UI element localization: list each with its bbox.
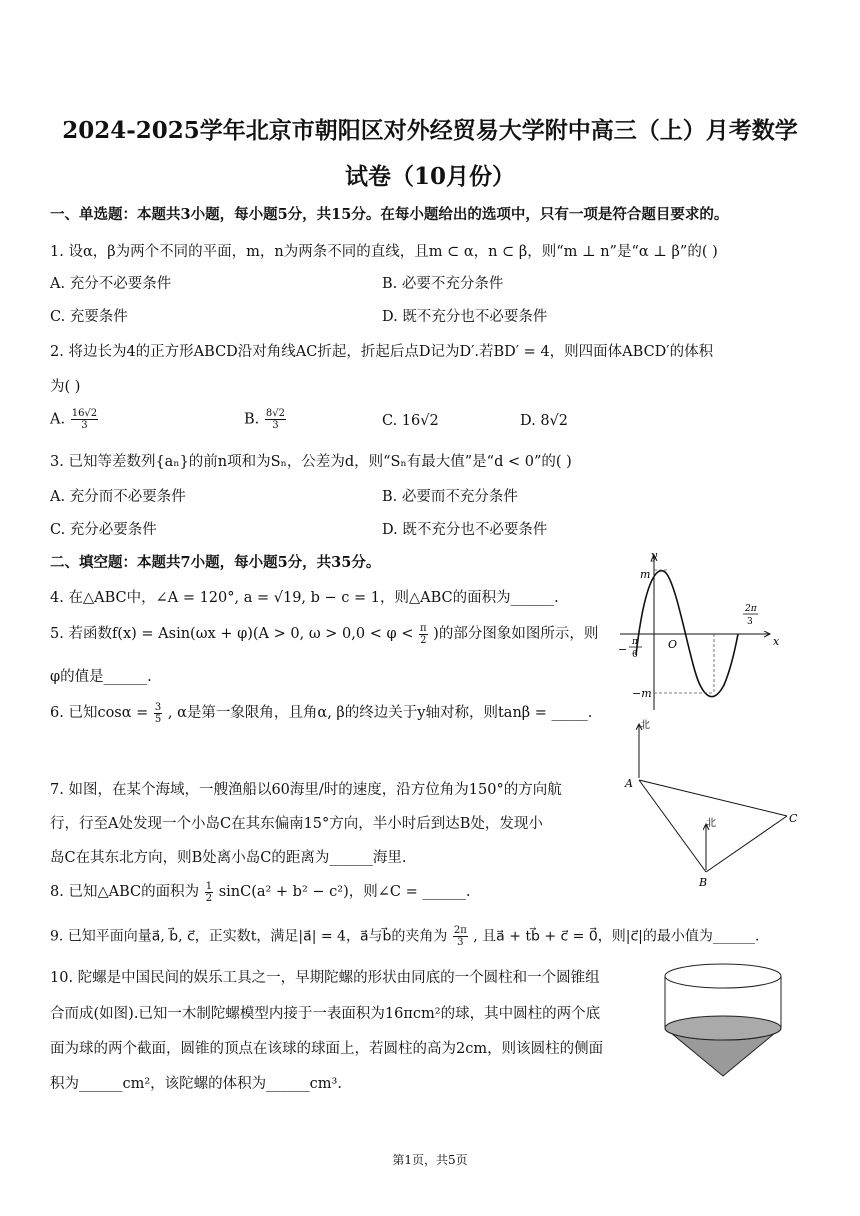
exam-title-line2: 试卷（10月份） xyxy=(344,163,515,190)
x-axis-label: x xyxy=(773,635,780,648)
north-label-a: 北 xyxy=(640,720,650,731)
q6-stem-post: , α是第一象限角，且角α, β的终边关于y轴对称，则tanβ = _____. xyxy=(167,705,593,721)
q5-stem-line2: φ的值是______. xyxy=(50,669,152,685)
q3-option-a: A. 充分而不必要条件 xyxy=(50,489,186,505)
q3-option-b: B. 必要而不充分条件 xyxy=(382,489,518,505)
q9-fraction xyxy=(453,925,468,948)
q5-sine-graph xyxy=(610,545,785,715)
q10-spinning-top-figure xyxy=(660,958,790,1083)
page-footer: 第1页，共5页 xyxy=(392,1153,468,1167)
q8-fraction xyxy=(205,881,213,904)
segment-bc xyxy=(706,816,787,872)
xneg-denominator: 6 xyxy=(632,650,638,660)
q8-fraction-denominator: 2 xyxy=(205,892,213,904)
q5-stem-pre: 5. 若函数f(x) = Asin(ωx + φ)(A > 0, ω > 0,0 < φ < xyxy=(50,626,414,642)
q10-stem-line2: 合而成(如图).已知一木制陀螺模型内接于一表面积为16πcm²的球，其中圆柱的两个底 xyxy=(50,1006,601,1022)
q2-option-a-denominator: 3 xyxy=(81,420,88,431)
q6-fraction xyxy=(154,702,162,725)
q7-stem-line3: 岛C在其东北方向，则B处离小岛C的距离为______海里. xyxy=(50,850,407,866)
q5-fraction-denominator: 2 xyxy=(420,634,427,646)
q8-stem-pre: 8. 已知△ABC的面积为 xyxy=(50,884,200,900)
cylinder-top-base xyxy=(665,964,781,988)
q3-option-d: D. 既不充分也不必要条件 xyxy=(382,522,548,538)
q1-option-b: B. 必要不充分条件 xyxy=(382,276,504,292)
q8-fraction-numerator: 1 xyxy=(205,880,213,892)
point-c-label: C xyxy=(789,812,798,825)
q2-option-b-denominator: 3 xyxy=(272,420,279,431)
q6-stem-pre: 6. 已知cosα = xyxy=(50,705,149,721)
xpos-denominator: 3 xyxy=(747,617,753,627)
q3-option-c: C. 充分必要条件 xyxy=(50,522,157,538)
q2-option-b-numerator: 8√2 xyxy=(265,408,285,419)
y-axis-label: y xyxy=(651,549,658,562)
q2-option-a-fraction xyxy=(71,408,98,431)
q2-option-d: D. 8√2 xyxy=(520,413,569,429)
q5-stem-post: )的部分图象如图所示，则 xyxy=(433,626,599,642)
q10-stem-line3: 面为球的两个截面，圆锥的顶点在该球的球面上，若圆柱的高为2cm，则该圆柱的侧面 xyxy=(50,1041,604,1057)
q1-option-c: C. 充要条件 xyxy=(50,309,128,325)
q9-fraction-denominator: 3 xyxy=(457,937,464,948)
q1-option-a: A. 充分不必要条件 xyxy=(50,276,172,292)
q4-stem: 4. 在△ABC中，∠A = 120°, a = √19, b − c = 1，则△ABC的面积为______. xyxy=(50,590,559,606)
m-label: m xyxy=(640,568,651,581)
q7-stem-line1: 7. 如图，在某个海域，一艘渔船以60海里/时的速度，沿方位角为150°的方向航 xyxy=(50,782,562,798)
q9-stem-post: , 且a⃗ + tb⃗ + c⃗ = 0⃗，则|c⃗|的最小值为______. xyxy=(473,928,760,945)
point-b-label: B xyxy=(699,876,708,889)
q2-option-b xyxy=(244,408,287,431)
q2-option-a xyxy=(50,408,99,431)
q7-stem-line2: 行，行至A处发现一个小岛C在其东偏南15°方向，半小时后到达B处，发现小 xyxy=(50,816,543,832)
origin-label: O xyxy=(668,638,678,651)
q3-stem: 3. 已知等差数列{aₙ}的前n项和为Sₙ，公差为d，则“Sₙ有最大值”是“d < 0”的( ) xyxy=(50,454,572,470)
q2-option-b-label: B. xyxy=(244,411,260,428)
q6-fraction-numerator: 3 xyxy=(154,701,162,713)
q10-stem-line1: 10. 陀螺是中国民间的娱乐工具之一，早期陀螺的形状由同底的一个圆柱和一个圆锥组 xyxy=(50,970,600,986)
north-label-b: 北 xyxy=(706,818,716,829)
xneg-sign: − xyxy=(618,643,628,656)
q8-stem-post: sinC(a² + b² − c²)，则∠C = ______. xyxy=(218,884,471,900)
q9-fraction-numerator: 2π xyxy=(453,925,467,936)
q5-fraction-numerator: π xyxy=(419,622,427,634)
q2-option-a-numerator: 16√2 xyxy=(71,408,98,419)
q7-navigation-figure xyxy=(615,712,810,892)
q2-option-a-label: A. xyxy=(50,411,66,428)
xneg-numerator: π xyxy=(632,637,638,647)
cylinder-bottom-base xyxy=(665,1016,781,1040)
exam-title-line1: 2024-2025学年北京市朝阳区对外经贸易大学附中高三（上）月考数学 xyxy=(62,117,798,144)
q2-option-b-fraction xyxy=(265,408,286,431)
q1-stem: 1. 设α，β为两个不同的平面，m，n为两条不同的直线，且m ⊂ α，n ⊂ β，则“m ⊥ n”是“α ⊥ β”的( ) xyxy=(50,244,718,260)
q8-stem xyxy=(50,880,470,904)
q2-option-c: C. 16√2 xyxy=(382,413,439,429)
q5-fraction xyxy=(419,623,428,646)
q9-stem xyxy=(50,925,759,948)
xpos-numerator: 2π xyxy=(745,604,757,614)
q2-stem-line1: 2. 将边长为4的正方形ABCD沿对角线AC折起，折起后点D记为D′.若BD′ = 4，则四面体ABCD′的体积 xyxy=(50,344,714,360)
q2-stem-line2: 为( ) xyxy=(50,379,81,395)
q1-option-d: D. 既不充分也不必要条件 xyxy=(382,309,548,325)
q9-stem-pre: 9. 已知平面向量a⃗, b⃗, c⃗，正实数t，满足|a⃗| = 4，a⃗与b⃗的夹角为 xyxy=(50,928,448,945)
q10-stem-line4: 积为______cm²，该陀螺的体积为______cm³. xyxy=(50,1076,342,1092)
q6-stem xyxy=(50,701,592,725)
section-fill-in: 二、填空题：本题共7小题，每小题5分，共35分。 xyxy=(50,554,381,571)
point-a-label: A xyxy=(625,777,633,790)
q6-fraction-denominator: 5 xyxy=(154,713,162,725)
section-single-choice: 一、单选题：本题共3小题，每小题5分，共15分。在每小题给出的选项中，只有一项是符合题目要求的。 xyxy=(50,206,729,223)
q5-stem-line1 xyxy=(50,622,598,646)
neg-m-label: −m xyxy=(632,687,652,700)
